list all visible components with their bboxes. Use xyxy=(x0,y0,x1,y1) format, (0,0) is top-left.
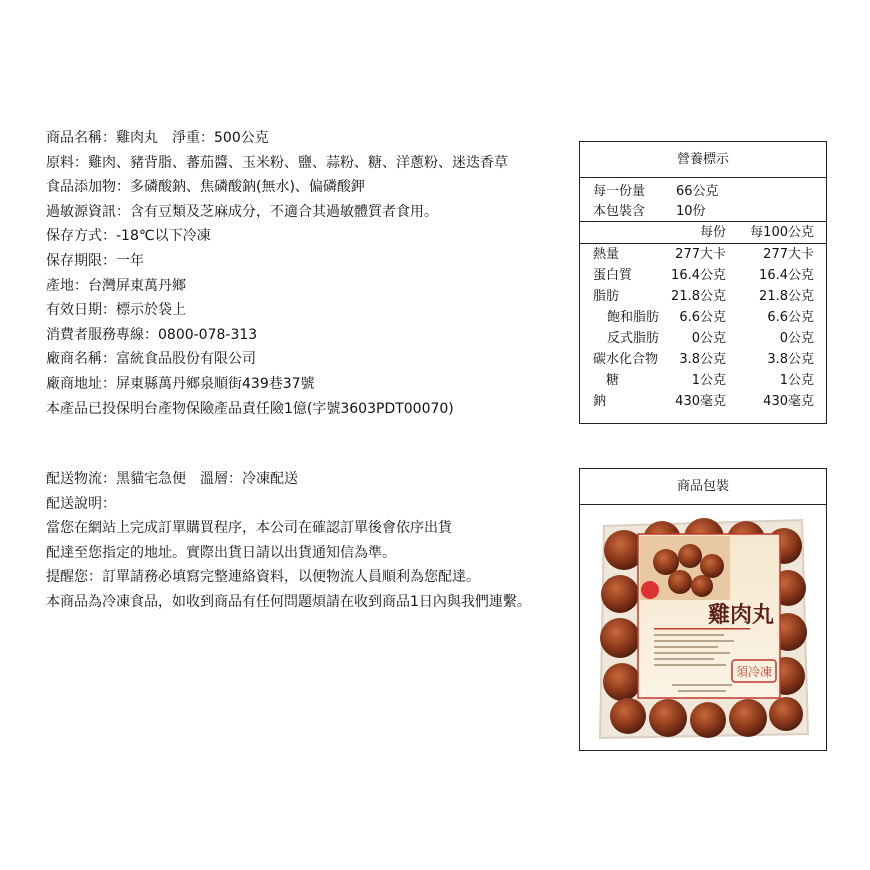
shipping-info-line: 當您在網站上完成訂單購買程序，本公司在確認訂單後會依序出貨 xyxy=(46,520,452,537)
shipping-info xyxy=(46,467,531,615)
serving-info xyxy=(580,178,826,222)
nutrient-per-serving: 3.8公克 xyxy=(679,352,726,367)
nutrient-per-serving: 430毫克 xyxy=(675,394,726,409)
nutrient-name: 脂肪 xyxy=(593,289,620,304)
nutrient-name: 反式脂肪 xyxy=(607,331,660,346)
nutrition-row xyxy=(580,244,826,265)
nutrient-per-serving: 6.6公克 xyxy=(679,310,726,325)
product-info-line: 原料：雞肉、豬背脂、蕃茄醬、玉米粉、鹽、蒜粉、糖、洋蔥粉、迷迭香草 xyxy=(46,154,508,171)
nutrient-per-100g: 3.8公克 xyxy=(767,352,814,367)
shipping-info-line: 本商品為冷凍食品，如收到商品有任何問題煩請在收到商品1日內與我們連繫。 xyxy=(46,593,531,610)
servings-row xyxy=(580,202,826,222)
nutrient-per-100g: 16.4公克 xyxy=(759,268,814,283)
nutrient-name: 碳水化合物 xyxy=(593,352,659,367)
nutrition-row xyxy=(580,286,826,307)
nutrition-row xyxy=(580,349,826,370)
product-info-line: 過敏源資訊：含有豆類及芝麻成分，不適合其過敏體質者食用。 xyxy=(46,203,438,220)
per-serving-header: 每份 xyxy=(699,225,726,240)
nutrient-per-100g: 21.8公克 xyxy=(759,289,814,304)
nutrient-per-100g: 0公克 xyxy=(779,331,814,346)
nutrient-name: 蛋白質 xyxy=(593,268,633,283)
shipping-info-line: 配送說明： xyxy=(46,495,116,512)
nutrition-row xyxy=(580,370,826,391)
servings-value: 10份 xyxy=(676,204,706,219)
product-info-line: 商品名稱：雞肉丸 淨重：500公克 xyxy=(46,130,269,146)
nutrition-row xyxy=(580,391,826,412)
servings-label: 本包裝含 xyxy=(593,204,646,219)
shipping-info-line: 配達至您指定的地址。實際出貨日請以出貨通知信為準。 xyxy=(46,544,396,561)
product-info-line: 廠商地址：屏東縣萬丹鄉泉順街439巷37號 xyxy=(46,375,315,392)
shipping-info-line: 提醒您：訂單請務必填寫完整連絡資料，以便物流人員順利為您配達。 xyxy=(46,569,480,586)
nutrient-per-serving: 1公克 xyxy=(691,373,726,388)
nutrition-row xyxy=(580,265,826,286)
product-package-image xyxy=(596,516,812,744)
package-label-subtitle: 須冷凍 xyxy=(735,665,773,679)
nutrient-per-serving: 0公克 xyxy=(691,331,726,346)
serving-size-label: 每一份量 xyxy=(593,184,646,199)
nutrient-per-100g: 277大卡 xyxy=(763,247,814,262)
nutrient-per-100g: 430毫克 xyxy=(763,394,814,409)
nutrient-per-serving: 21.8公克 xyxy=(671,289,726,304)
packaging-box xyxy=(579,468,827,751)
product-info-line: 本產品已投保明台產物保險產品責任險1億(字號3603PDT00070) xyxy=(46,400,454,417)
nutrient-name: 鈉 xyxy=(593,394,607,409)
product-info-line: 保存期限：一年 xyxy=(46,252,144,269)
product-info-line: 食品添加物：多磷酸鈉、焦磷酸鈉(無水)、偏磷酸鉀 xyxy=(46,179,365,196)
product-info-line: 有效日期：標示於袋上 xyxy=(46,302,186,319)
serving-size-value: 66公克 xyxy=(676,184,719,199)
nutrition-column-header xyxy=(580,222,826,244)
nutrient-per-100g: 6.6公克 xyxy=(767,310,814,325)
badge-icon xyxy=(641,581,659,599)
nutrient-per-serving: 277大卡 xyxy=(675,247,726,262)
nutrient-name: 熱量 xyxy=(593,247,620,262)
packaging-title: 商品包裝 xyxy=(580,469,826,505)
product-info-line: 產地：台灣屏東萬丹鄉 xyxy=(46,277,186,294)
nutrient-per-serving: 16.4公克 xyxy=(671,268,726,283)
nutrition-row xyxy=(580,328,826,349)
nutrition-table xyxy=(579,141,827,424)
nutrition-row xyxy=(580,307,826,328)
serving-size-row xyxy=(580,182,826,202)
product-info-line: 廠商名稱：富統食品股份有限公司 xyxy=(46,351,256,368)
nutrition-title: 營養標示 xyxy=(580,142,826,178)
per-100g-header: 每100公克 xyxy=(750,225,814,240)
nutrient-name: 糖 xyxy=(606,373,620,388)
nutrient-name: 飽和脂肪 xyxy=(607,310,660,325)
shipping-info-line: 配送物流：黑貓宅急便 溫層：冷凍配送 xyxy=(46,471,298,487)
product-info-line: 消費者服務專線：0800-078-313 xyxy=(46,326,258,343)
package-label-title: 雞肉丸 xyxy=(707,602,774,628)
product-info-line: 保存方式：-18℃以下冷凍 xyxy=(46,228,211,245)
product-info xyxy=(46,126,508,421)
nutrient-per-100g: 1公克 xyxy=(779,373,814,388)
nutrition-rows xyxy=(580,244,826,412)
